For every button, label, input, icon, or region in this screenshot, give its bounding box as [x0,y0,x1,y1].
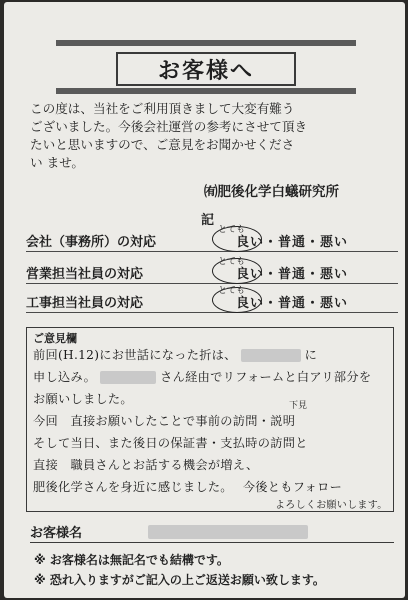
title-banner [116,52,296,86]
handwritten-text: 肥後化学さんを身近に感じました。 [33,480,233,494]
company-name: ㈲肥後化学白蟻研究所 [204,184,339,200]
rating-label: 営業担当社員の対応 [26,267,144,282]
rating-label: 工事担当社員の対応 [26,296,144,311]
handwritten-line [33,434,308,451]
ki-heading: 記 [201,213,215,228]
questionnaire-card [4,2,405,598]
handwritten-text: お願いしました。 [33,392,133,406]
customer-name-label: お客様名 [30,526,83,541]
handwritten-text: さん経由でリフォームと白アリ部分を [160,370,372,384]
rating-row-sales [26,257,398,284]
banner-bar-top [56,40,356,46]
banner-bar-bottom [56,88,356,94]
handwritten-note: とても [218,225,246,235]
handwritten-text: 申し込み。 [33,370,97,384]
footnote: ※ 恐れ入りますがご記入の上ご返送お願い致します。 [34,573,325,587]
footnote: ※ お客様名は無記名でも結構です。 [34,553,229,567]
redacted-name [100,371,156,384]
rating-options[interactable]: 良い・普通・悪い [236,235,349,250]
rating-options[interactable]: 良い・普通・悪い [236,296,349,311]
intro-line: ございました。今後会社運営の参考にさせて頂き [30,119,308,134]
customer-name-field[interactable] [30,519,394,543]
handwritten-rubi: 下見 [289,401,308,411]
rating-row-company [26,225,398,252]
handwritten-line [33,456,259,473]
opinion-title: ご意見欄 [33,332,77,345]
handwritten-text: そして当日、また後日の保証書・支払時の訪問と [33,436,308,450]
rating-label: 会社（事務所）の対応 [26,235,157,250]
handwritten-line [33,390,133,407]
handwritten-text: 前回(H.12)にお世話になった折は、 [33,348,237,362]
handwritten-line [33,346,317,363]
handwritten-text: に [304,348,318,362]
handwritten-text: 直接 職員さんとお話する機会が増え、 [33,458,259,472]
redacted-customer-name [148,525,308,539]
handwritten-line [33,368,371,385]
intro-text [30,100,390,172]
handwritten-line [33,412,295,429]
handwritten-text: 今回 直接お願いしたことで事前の訪問・説明 [33,414,296,428]
rating-options[interactable]: 良い・普通・悪い [236,267,349,282]
rating-row-construction [26,286,398,313]
redacted-name [241,349,301,362]
handwritten-text: よろしくお願いします。 [275,500,388,511]
handwritten-line [275,496,388,511]
handwritten-note: とても [218,286,246,296]
handwritten-line [33,478,342,495]
intro-line: この度は、当社をご利用頂きまして大変有難う [30,101,295,116]
opinion-box[interactable] [26,327,394,512]
handwritten-note: とても [218,257,246,267]
page-title: お客様へ [157,58,254,84]
intro-line: たいと思いますので、ご意見をお聞かせくださ [30,137,295,152]
handwritten-text: 今後ともフォロー [242,480,343,494]
intro-line: い ませ。 [30,155,85,170]
